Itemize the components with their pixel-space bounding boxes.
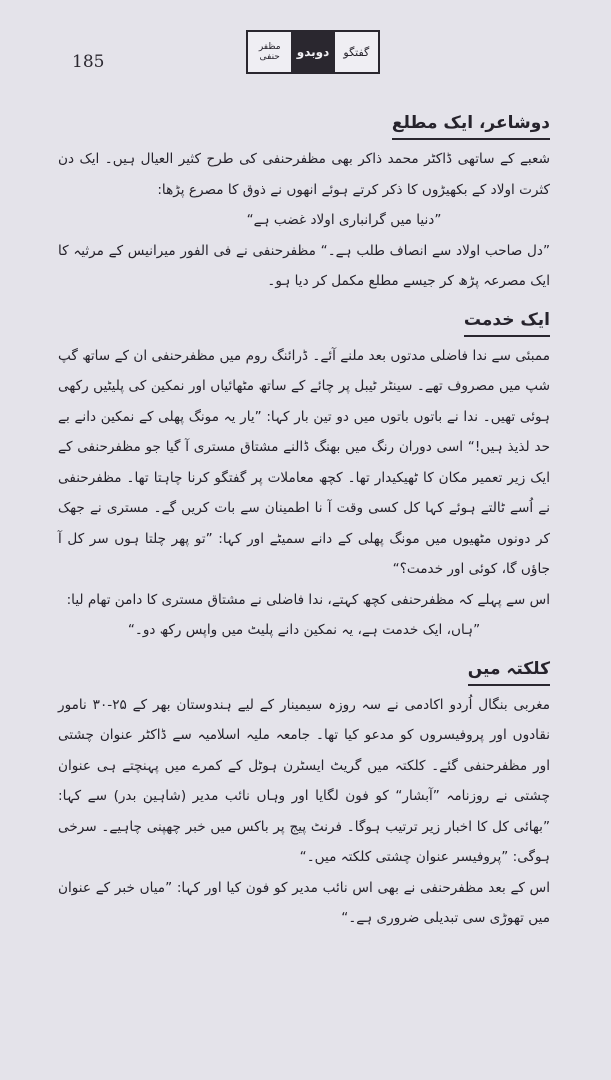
page-number: 185 bbox=[72, 52, 105, 72]
paragraph: ممبئی سے ندا فاضلی مدتوں بعد ملنے آئے۔ ڈرائنگ روم میں مظفرحنفی ان کے ساتھ گپ شپ میں مصروف تھے۔ سینٹر ٹیبل پر چائے کے ساتھ مٹھائیاں اور نمکین کی پلیٹیں رکھی ہوئی تھیں۔ ندا نے باتوں باتوں میں دو تین بار کہا: ”یار یہ مونگ پھلی کے نمکین دانے بے حد لذیذ ہیں!“ اسی دوران رنگ میں بھنگ ڈالنے مشتاق مستری آ گیا جو مظفرحنفی کے ایک زیر تعمیر مکان کا ٹھیکیدار تھا۔ کچھ معاملات پر گفتگو کرنا چاہتا تھا۔ مظفرحنفی نے اُسے ٹالتے ہوئے کہا کل کسی وقت آ نا اطمینان سے بات کریں گے۔ مستری نے جھک کر دونوں مٹھیوں میں مونگ پھلی کے دانے سمیٹے اور کہا: ”تو پھر چلتا ہوں سر کل آ جاؤں گا، کوئی اور خدمت؟“ bbox=[58, 347, 550, 577]
section-2 bbox=[58, 297, 550, 341]
header-dobadu: دوبدو bbox=[291, 32, 334, 72]
section-heading: کلکتہ میں bbox=[468, 654, 550, 686]
section-3 bbox=[58, 646, 550, 690]
header-author-last: حنفی bbox=[259, 52, 280, 62]
section-heading: ایک خدمت bbox=[464, 305, 550, 337]
header-author-first: مظفر bbox=[258, 42, 281, 52]
paragraph: اس سے پہلے کہ مظفرحنفی کچھ کہتے، ندا فاضلی نے مشتاق مستری کا دامن تھام لیا: bbox=[66, 591, 550, 608]
paragraph: شعبے کے ساتھی ڈاکٹر محمد ذاکر بھی مظفرحنفی کی طرح کثیر العیال ہیں۔ ایک دن کثرت اولاد کے بکھیڑوں کا ذکر کرتے ہوئے انھوں نے ذوق کا مصرع پڑھا: bbox=[58, 151, 550, 198]
paragraph: مغربی بنگال اُردو اکادمی نے سہ روزہ سیمینار کے لیے ہندوستان بھر کے ۲۵-۳۰ نامور نقادوں اور پروفیسروں کو مدعو کیا تھا۔ جامعہ ملیہ اسلامیہ سے ڈاکٹر عنوان چشتی اور مظفرحنفی گئے۔ کلکتہ میں گریٹ ایسٹرن ہوٹل کے کمرے میں پہنچتے ہی عنوان چشتی نے روزنامہ ”آبشار“ کو فون لگایا اور وہاں نائب مدیر (شاہین بدر) سے کہا: ”بھائی کل کا اخبار زیر ترتیب ہوگا۔ فرنٹ پیج پر باکس میں خبر چھپنی چاہیے۔ سرخی ہوگی: ”پروفیسر عنوان چشتی کلکتہ میں۔“ bbox=[58, 696, 550, 865]
paragraph: ”دل صاحب اولاد سے انصاف طلب ہے۔“ مظفرحنفی نے فی الفور میرانیس کے مرثیہ کا ایک مصرعہ پڑھ کر جیسے مطلع مکمل کر دیا ہو۔ bbox=[58, 242, 550, 289]
running-header bbox=[246, 30, 380, 74]
header-guftagu: گفتگو bbox=[343, 45, 370, 59]
section-heading: دوشاعر، ایک مطلع bbox=[392, 108, 550, 140]
quote-line: ”ہاں، ایک خدمت ہے، یہ نمکین دانے پلیٹ میں واپس رکھ دو۔“ bbox=[127, 622, 481, 638]
header-author bbox=[248, 32, 291, 72]
paragraph: اس کے بعد مظفرحنفی نے بھی اس نائب مدیر کو فون کیا اور کہا: ”میاں خبر کے عنوان میں تھوڑی سی تبدیلی ضروری ہے۔“ bbox=[58, 879, 550, 926]
page-content bbox=[58, 100, 550, 934]
section-1 bbox=[58, 100, 550, 144]
verse-line: ”دنیا میں گرانباری اولاد غضب ہے“ bbox=[246, 212, 442, 228]
